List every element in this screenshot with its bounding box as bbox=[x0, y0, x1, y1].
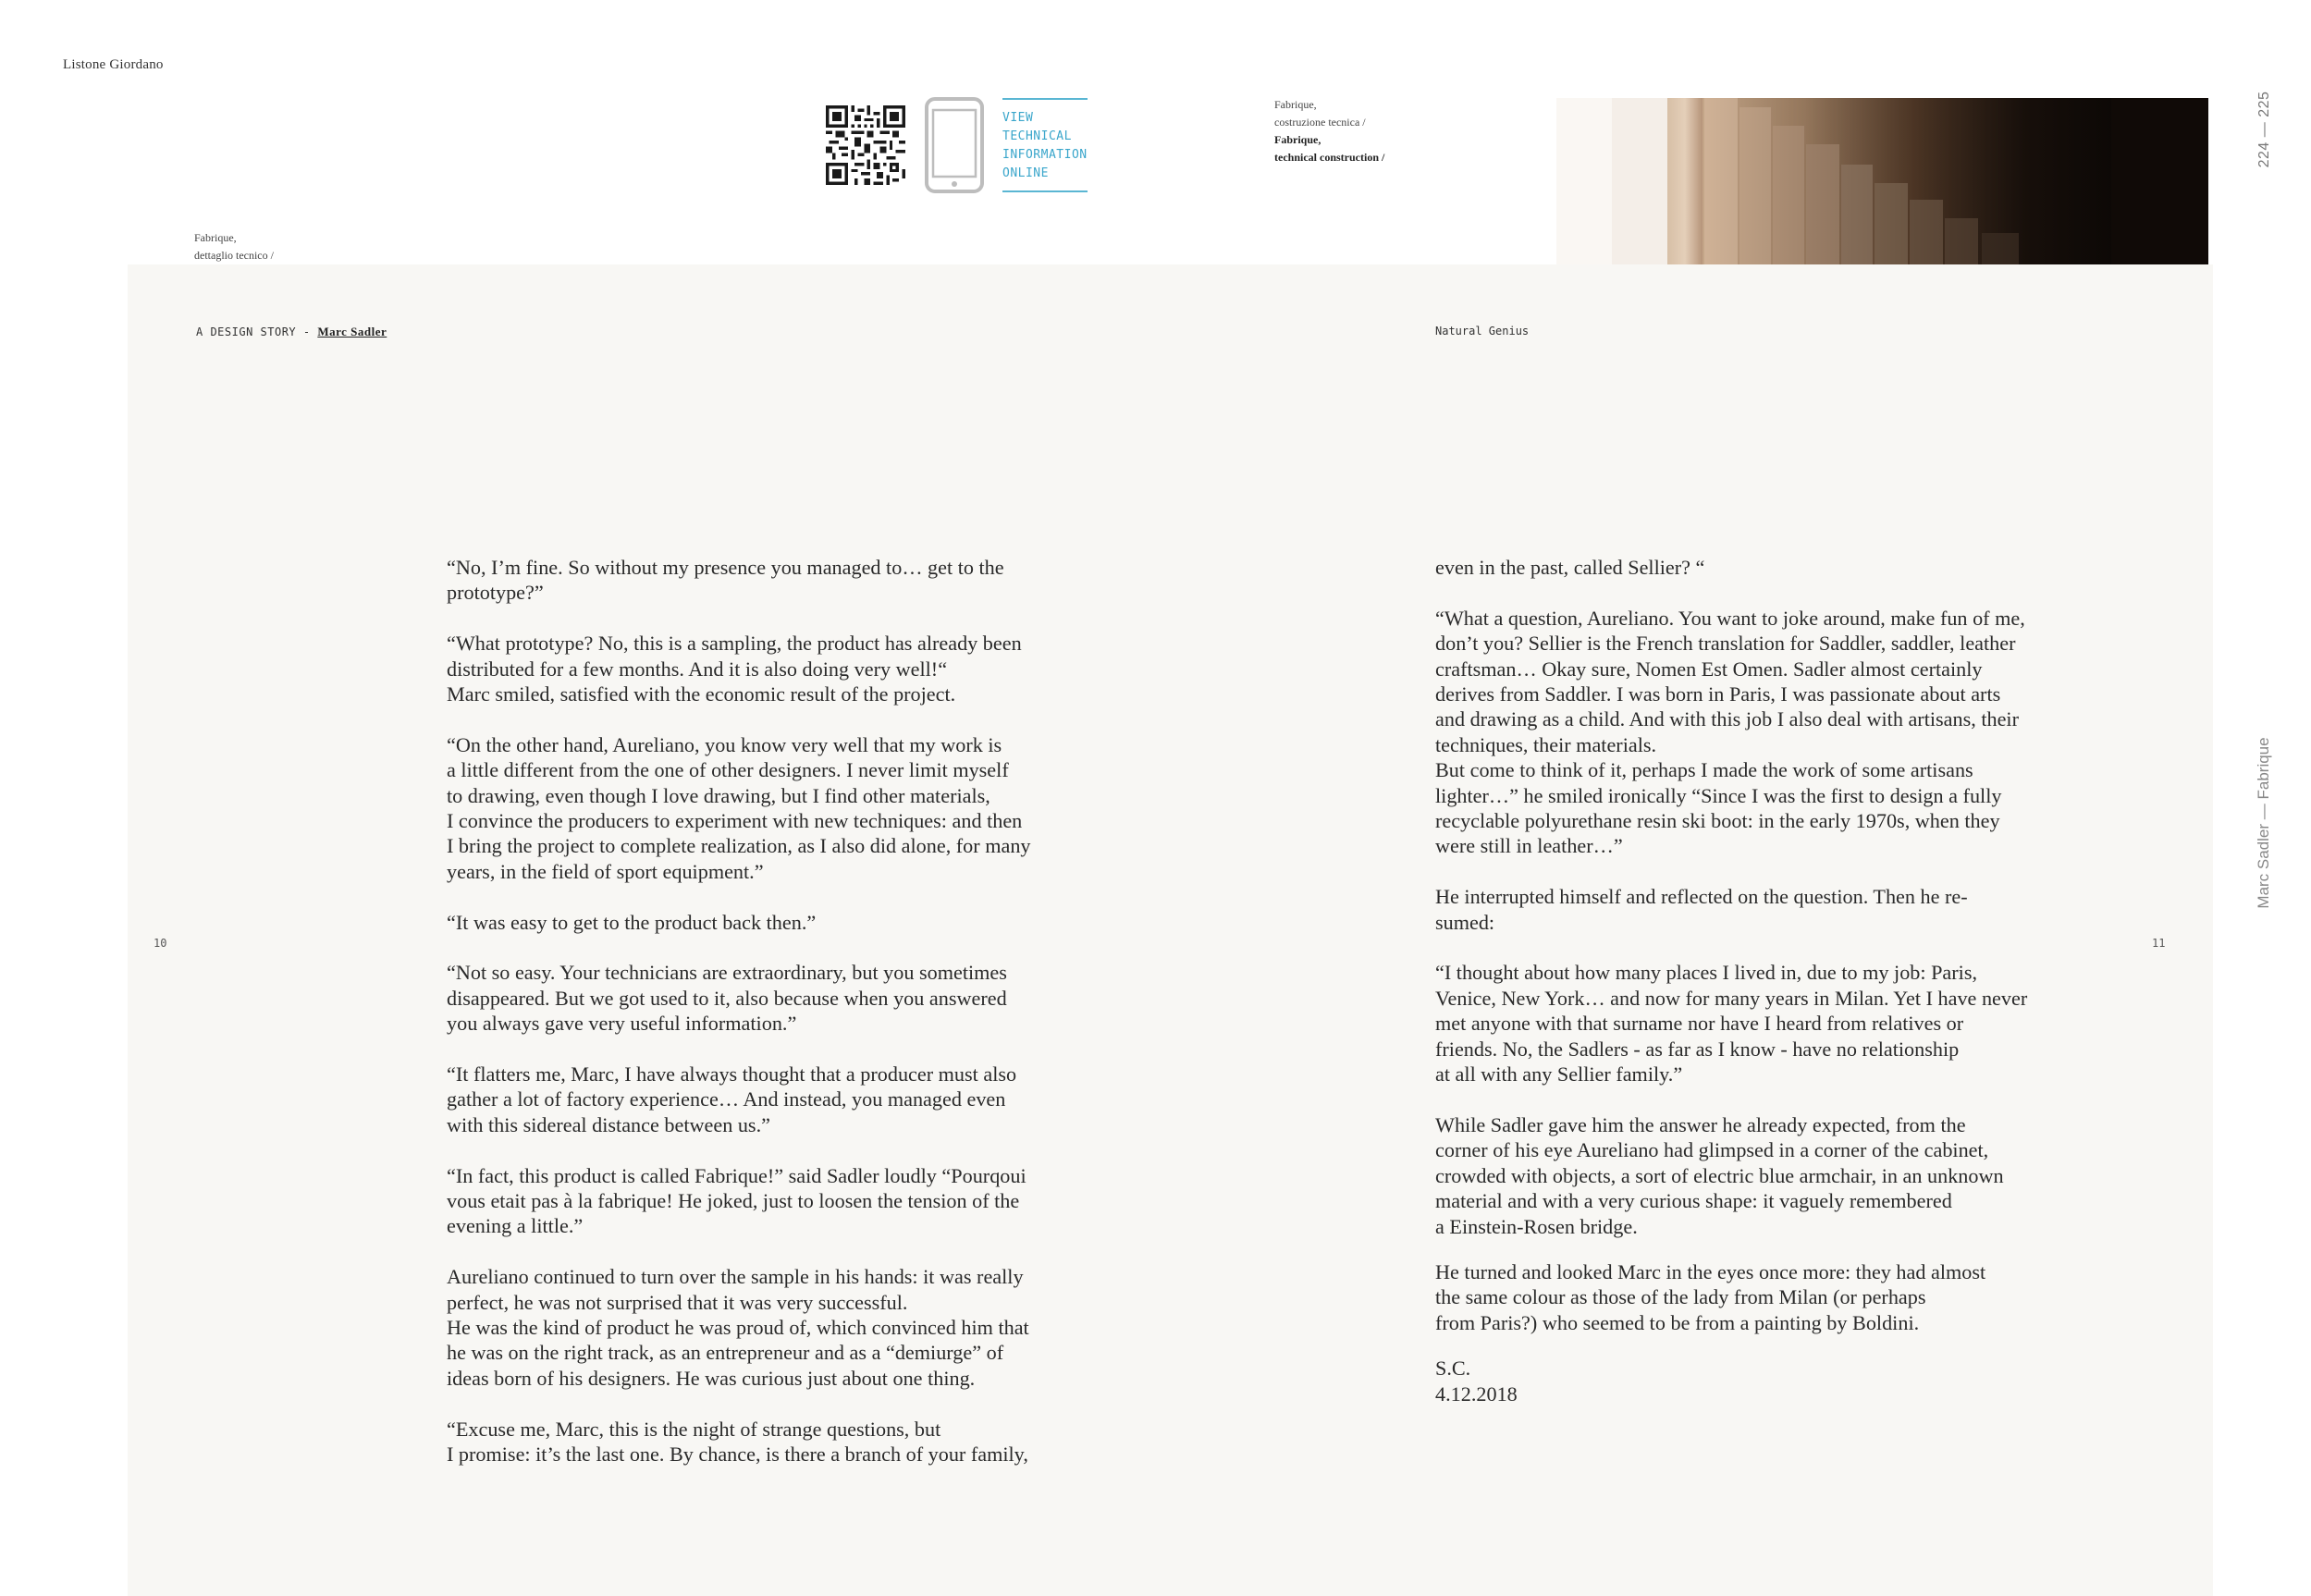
paragraph: “What prototype? No, this is a sampling, the product has already been distributed for a few months. And it is also doing very well!“ Marc smiled, satisfied with the economic result of the project. bbox=[447, 632, 1022, 706]
page-range bbox=[2246, 74, 2283, 185]
signature: S.C. 4.12.2018 bbox=[1435, 1357, 1518, 1406]
photo-caption bbox=[1274, 96, 1384, 166]
author-link[interactable]: Marc Sadler bbox=[317, 325, 387, 338]
story-prefix: A DESIGN STORY - bbox=[196, 325, 318, 338]
side-title bbox=[2247, 703, 2280, 943]
page-range-text: 224 — 225 bbox=[2256, 91, 2272, 168]
paragraph: He turned and looked Marc in the eyes once more: they had almost the same colour as those of the lady from Milan (or perhaps from Paris?) who seemed to be from a painting by Boldini. bbox=[1435, 1259, 1986, 1334]
caption-line: Fabrique, bbox=[1274, 98, 1317, 111]
smartphone-icon bbox=[925, 97, 984, 193]
paragraph: “Not so easy. Your technicians are extraordinary, but you sometimes disappeared. But we got used to it, also because when you answered you always gave very useful information.” bbox=[447, 961, 1007, 1036]
paragraph: While Sadler gave him the answer he already expected, from the corner of his eye Aureliano had glimpsed in a corner of the cabinet, crowded with objects, a sort of electric blue armchair, in an unknown material and with a very curious shape: it vaguely remembered a Einstein-Rosen bridge. bbox=[1435, 1112, 2004, 1238]
caption-line: dettaglio tecnico / bbox=[194, 249, 274, 262]
side-title-text: Marc Sadler — Fabrique bbox=[2255, 737, 2272, 909]
story-label bbox=[196, 325, 387, 339]
brand-logo: Listone Giordano bbox=[63, 57, 164, 72]
detail-caption bbox=[194, 229, 274, 264]
product-photo bbox=[1556, 98, 2208, 264]
qr-code-icon[interactable] bbox=[826, 104, 905, 186]
paragraph: “What a question, Aureliano. You want to joke around, make fun of me, don’t you? Sellier is the French translation for Saddler, saddler, leather craftsman… Okay sure, Nomen Est Omen. Sadler almost certainly derives from Saddler. I was born in Paris, I was passionate about arts and drawing as a child. And with this job I also deal with artisans, their techniques, their materials. But come to think of it, perhaps I made the work of some artisans lighter…” he smiled ironically “Since I was the first to design a fully recyclable polyurethane resin ski boot: in the early 1970s, when they were still in leather…” bbox=[1435, 606, 2025, 858]
paragraph: “It was easy to get to the product back then.” bbox=[447, 910, 817, 934]
tech-link-line: ONLINE bbox=[1002, 166, 1049, 180]
page-number-right: 11 bbox=[2152, 937, 2166, 950]
paragraph: even in the past, called Sellier? “ bbox=[1435, 556, 1705, 579]
left-text-column bbox=[447, 555, 1085, 1492]
paragraph: “I thought about how many places I lived in, due to my job: Paris, Venice, New York… and now for many years in Milan. Yet I have never met anyone with that surname nor have I heard from relatives or friends. No, the Sadlers - as far as I know - have no relationship at all with any Sellier family.” bbox=[1435, 961, 2028, 1087]
caption-line: Fabrique, bbox=[194, 231, 237, 244]
tech-link-line: VIEW bbox=[1002, 111, 1034, 125]
paragraph: “In fact, this product is called Fabrique!” said Sadler loudly “Pourqoui vous etait pas à la fabrique! He joked, just to loosen the tension of the evening a little.” bbox=[447, 1163, 1026, 1238]
paragraph: “Excuse me, Marc, this is the night of strange questions, but I promise: it’s the last one. By chance, is there a branch of your family, bbox=[447, 1417, 1028, 1467]
caption-line-bold: Fabrique, bbox=[1274, 133, 1321, 146]
page-number-left: 10 bbox=[154, 937, 167, 950]
tech-link-line: INFORMATION bbox=[1002, 148, 1088, 162]
view-technical-info-link[interactable] bbox=[1002, 98, 1088, 192]
paragraph: “It flatters me, Marc, I have always thought that a producer must also gather a lot of factory experience… And instead, you managed even with this sidereal distance between us.” bbox=[447, 1062, 1017, 1136]
paragraph: “On the other hand, Aureliano, you know very well that my work is a little different from the one of other designers. I never limit myself to drawing, even though I love drawing, but I find other materials, I convince the producers to experiment with new techniques: and then I bring the project to complete realization, as I also did alone, for many years, in the field of sport equipment.” bbox=[447, 732, 1031, 883]
right-text-column bbox=[1435, 555, 2073, 1406]
paragraph: He interrupted himself and reflected on the question. Then he re- sumed: bbox=[1435, 885, 1968, 934]
tech-link-line: TECHNICAL bbox=[1002, 129, 1072, 143]
section-title: Natural Genius bbox=[1435, 325, 1530, 338]
caption-line: costruzione tecnica / bbox=[1274, 116, 1366, 129]
paragraph: “No, I’m fine. So without my presence you managed to… get to the prototype?” bbox=[447, 556, 1004, 605]
caption-line-bold: technical construction / bbox=[1274, 151, 1385, 164]
paragraph: Aureliano continued to turn over the sample in his hands: it was really perfect, he was not surprised that it was very successful. He was the kind of product he was proud of, which convinced him that he was on the right track, as an entrepreneur and as a “demiurge” of ideas born of his designers. He was curious just about one thing. bbox=[447, 1265, 1029, 1390]
